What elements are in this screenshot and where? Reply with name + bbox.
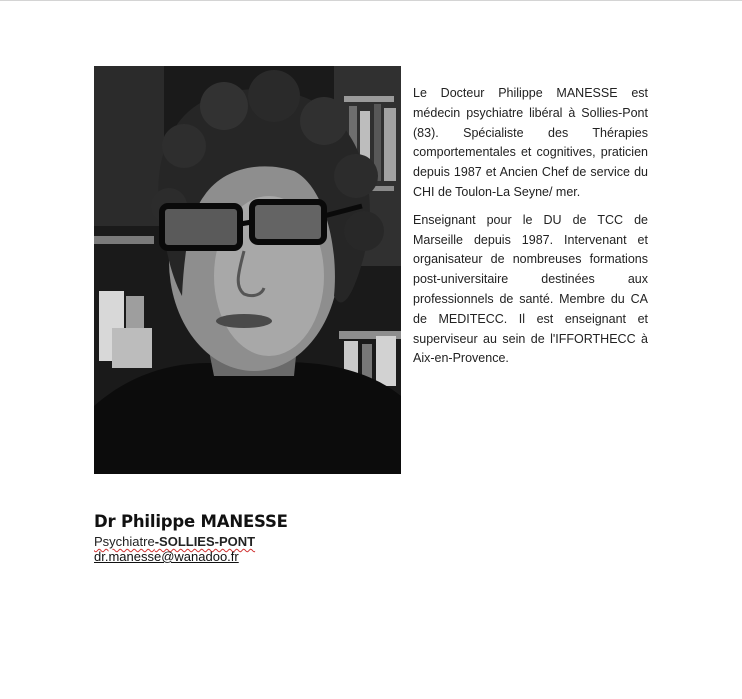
bio-paragraph-1: Le Docteur Philippe MANESSE est médecin psychiatre libéral à Sollies-Pont (83). Spécialiste des Thérapies comportementales et cognitives, praticien depuis 1987 et Ancien Chef de service du CHI de Toulon-La Seyne/ mer. (413, 86, 648, 199)
doctor-name: Dr Philippe MANESSE (94, 512, 288, 531)
bio-paragraph-2: Enseignant pour le DU de TCC de Marseille depuis 1987. Intervenant et organisateur de nombreuses formations post-universitaire destinées aux professionnels de santé. Membre du CA de MEDITECC. Il est enseignant et superviseur au sein de l'IFFORTHECC à Aix-en-Provence. (413, 212, 648, 366)
city-label: -SOLLIES-PONT (154, 534, 256, 549)
email-link[interactable]: dr.manesse@wanadoo.fr (94, 549, 239, 564)
biography (413, 84, 648, 377)
portrait-image (94, 66, 401, 474)
page-top-divider (0, 0, 742, 1)
role-label: Psychiatre (94, 534, 155, 549)
doctor-role (94, 534, 255, 549)
portrait-photo (94, 66, 401, 474)
